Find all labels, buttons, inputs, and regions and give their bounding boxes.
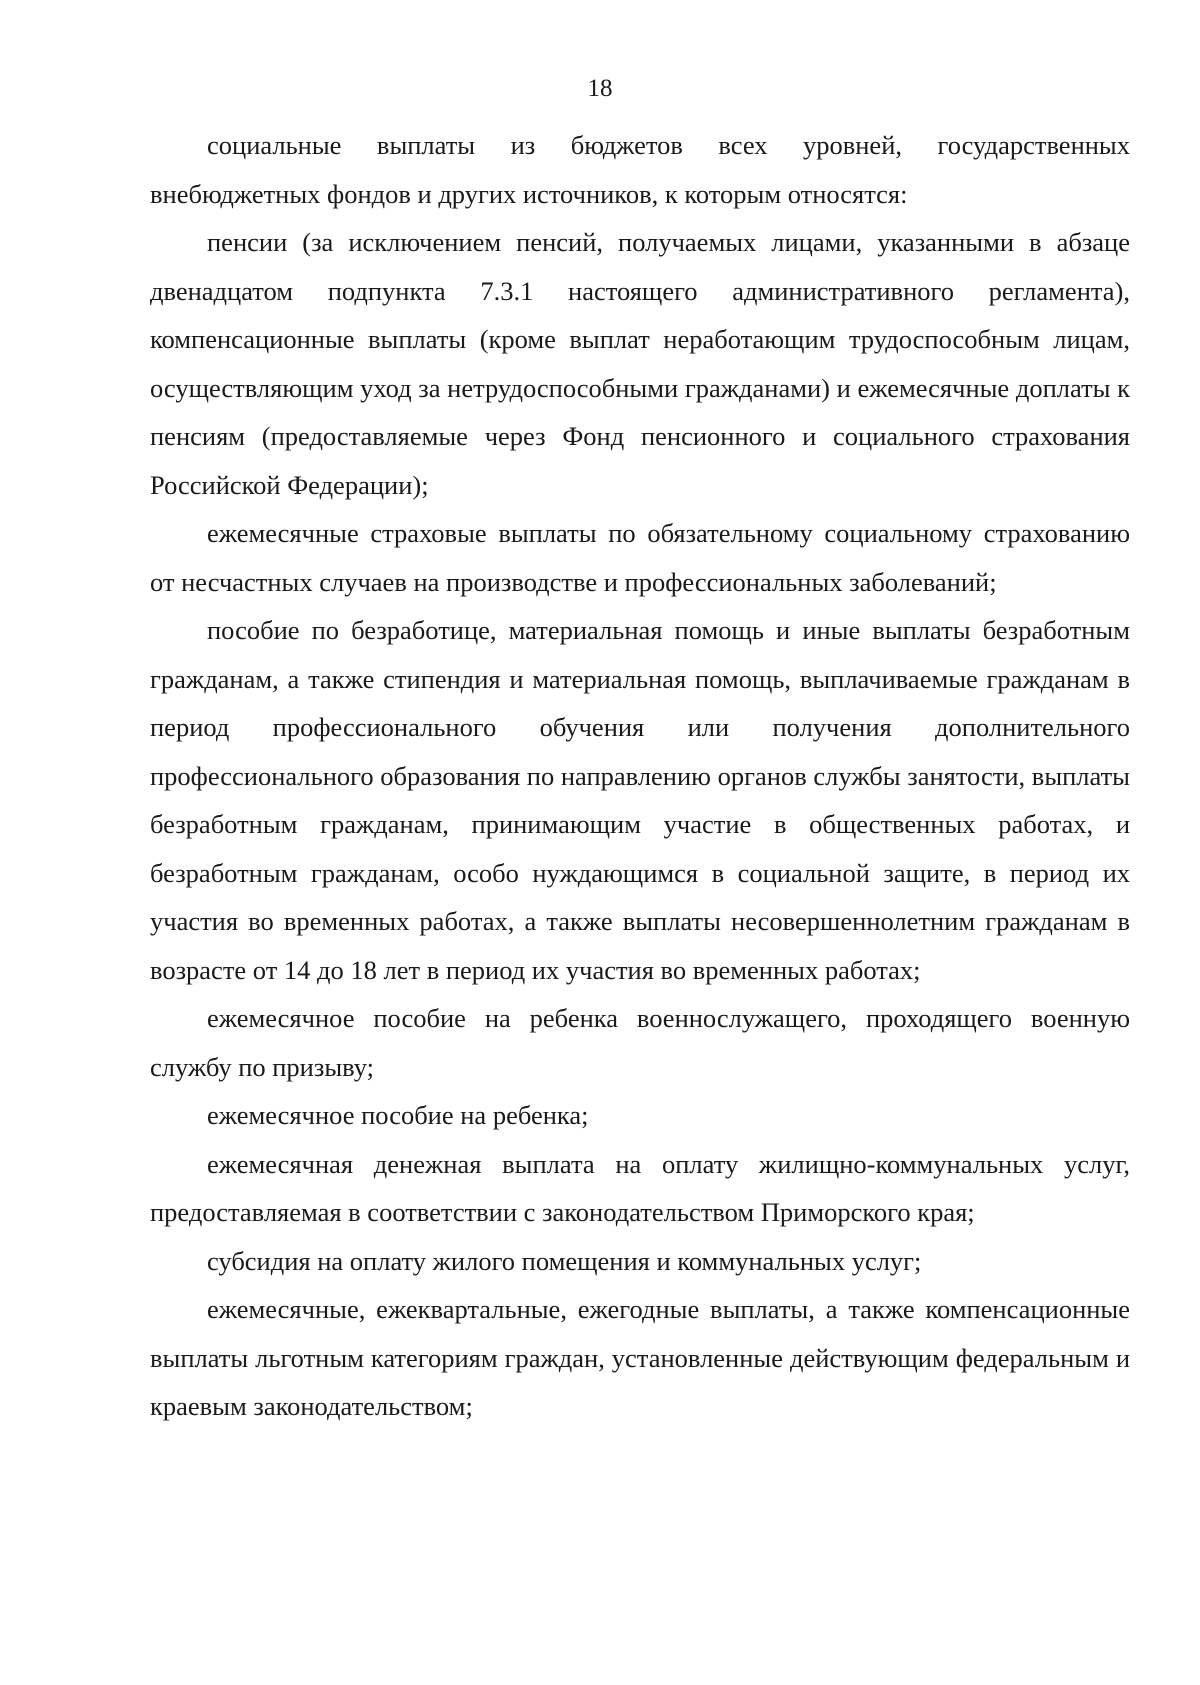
- paragraph-unemployment-benefits: пособие по безработице, материальная помощь и иные выплаты безработным гражданам, а также стипендия и материальная помощь, выплачиваемые гражданам в период профессионального обучения или получения дополнительного профессионального образования по направлению органов службы занятости, выплаты безработным гражданам, принимающим участие в общественных работах, и безработным гражданам, особо нуждающимся в социальной защите, в период их участия во временных работах, а также выплаты несовершеннолетним гражданам в возрасте от 14 до 18 лет в период их участия во временных работах;: [150, 615, 1130, 985]
- paragraph-preferential-payments: ежемесячные, ежеквартальные, ежегодные выплаты, а также компенсационные выплаты льготным категориям граждан, установленные действующим федеральным и краевым законодательством;: [150, 1294, 1130, 1421]
- paragraph-pensions: пенсии (за исключением пенсий, получаемых лицами, указанными в абзаце двенадцатом подпункта 7.3.1 настоящего административного регламента), компенсационные выплаты (кроме выплат неработающим трудоспособным лицам, осуществляющим уход за нетрудоспособными гражданами) и ежемесячные доплаты к пенсиям (предоставляемые через Фонд пенсионного и социального страхования Российской Федерации);: [150, 227, 1130, 500]
- paragraph-housing-subsidy: субсидия на оплату жилого помещения и коммунальных услуг;: [207, 1245, 922, 1276]
- paragraph-child-allowance: ежемесячное пособие на ребенка;: [207, 1100, 589, 1130]
- paragraph-military-child-allowance: ежемесячное пособие на ребенка военнослужащего, проходящего военную службу по призыву;: [150, 1003, 1130, 1082]
- body-text: [150, 121, 1130, 1431]
- paragraph-insurance-payments: ежемесячные страховые выплаты по обязательному социальному страхованию от несчастных случаев на производстве и профессиональных заболеваний;: [150, 518, 1130, 597]
- paragraph-social-payments-intro: социальные выплаты из бюджетов всех уровней, государственных внебюджетных фондов и других источников, к которым относятся:: [150, 130, 1130, 209]
- page-number: 18: [587, 75, 613, 102]
- paragraph-housing-payment: ежемесячная денежная выплата на оплату жилищно-коммунальных услуг, предоставляемая в соответствии с законодательством Приморского края;: [150, 1148, 1130, 1227]
